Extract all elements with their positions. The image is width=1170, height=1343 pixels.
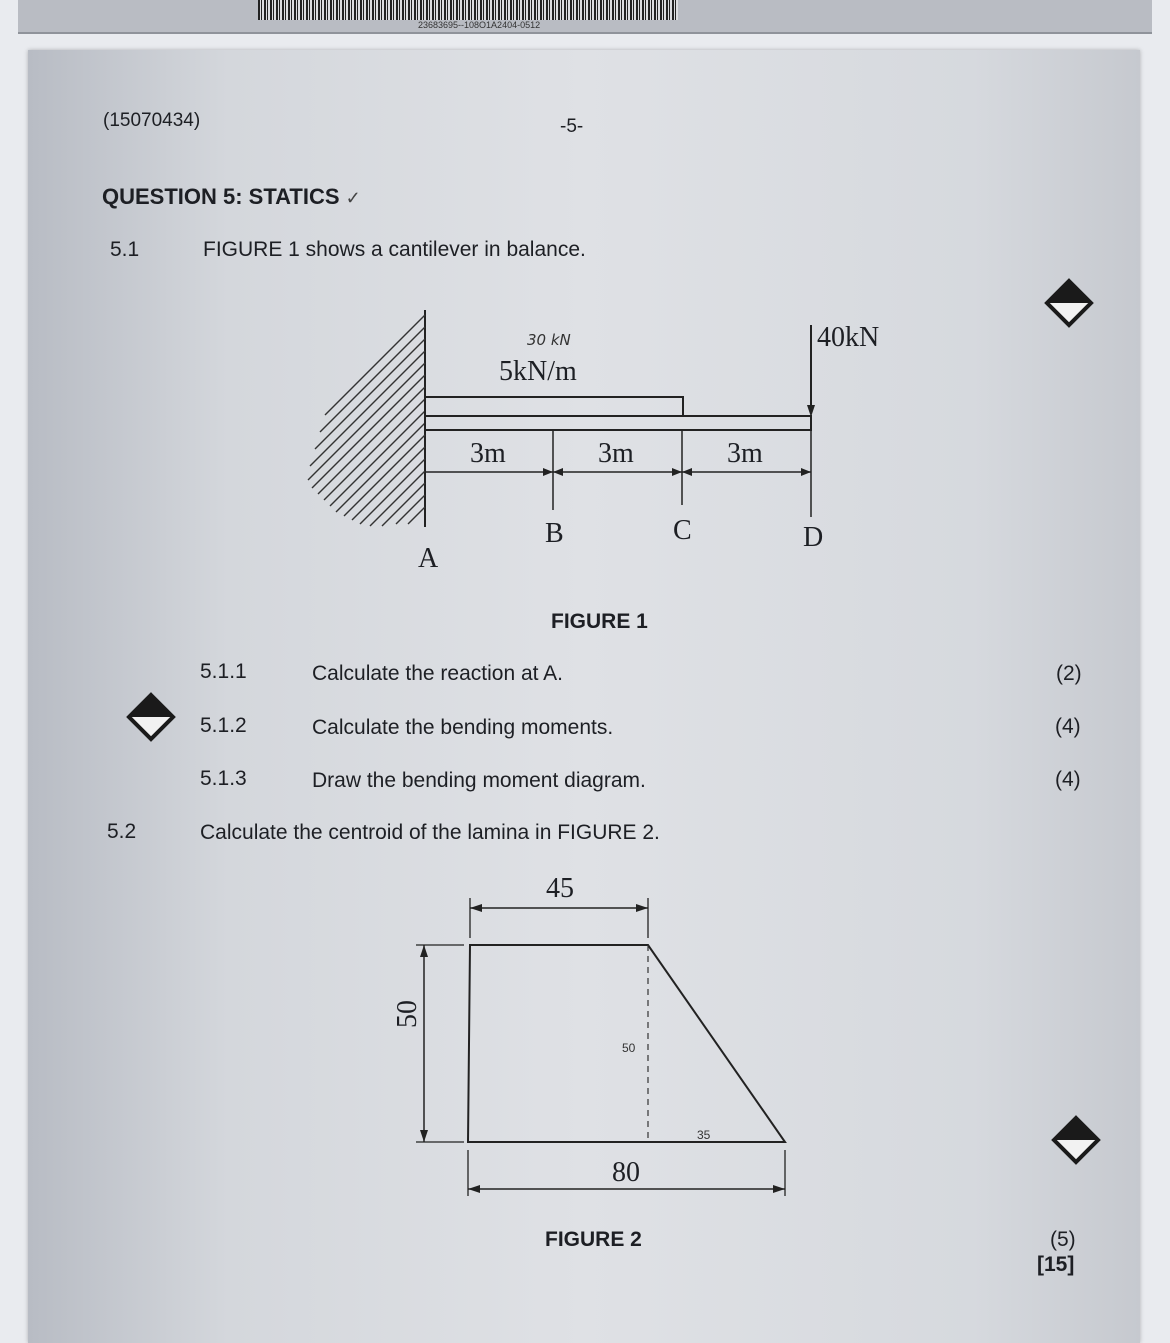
q513-text: Draw the bending moment diagram. — [312, 769, 646, 792]
handwritten-base-note: 35 — [697, 1128, 711, 1142]
figure1-caption: FIGURE 1 — [551, 610, 648, 633]
q511-text: Calculate the reaction at A. — [312, 662, 563, 685]
page-number: -5- — [560, 116, 584, 137]
handwritten-load-note: 30 kN — [527, 331, 571, 349]
point-load-label: 40kN — [817, 322, 880, 353]
side-dimension-label: 50 — [392, 1000, 423, 1028]
barcode-number: 23683695--108O1A2404-0512 — [418, 20, 541, 30]
q52-text: Calculate the centroid of the lamina in FIGURE 2. — [200, 821, 660, 844]
span-ab-label: 3m — [470, 438, 506, 469]
q52-marks: (5) — [1050, 1228, 1076, 1251]
question-heading-text: QUESTION 5: STATICS — [102, 184, 340, 209]
check-mark: ✓ — [345, 188, 361, 208]
point-c-label: C — [673, 515, 692, 546]
figure2-caption: FIGURE 2 — [545, 1228, 642, 1251]
q512-number: 5.1.2 — [200, 714, 247, 737]
q52-number: 5.2 — [107, 820, 137, 843]
q512-marks: (4) — [1055, 715, 1081, 738]
q513-number: 5.1.3 — [200, 767, 247, 790]
q51-number: 5.1 — [110, 238, 140, 261]
span-bc-label: 3m — [598, 438, 634, 469]
diamond-marker-icon — [1044, 278, 1094, 328]
span-cd-label: 3m — [727, 438, 763, 469]
point-d-label: D — [803, 522, 824, 553]
diamond-marker-icon — [126, 692, 176, 742]
diamond-marker-icon — [1051, 1115, 1101, 1165]
point-a-label: A — [418, 543, 439, 574]
question-heading — [102, 184, 361, 210]
udl-label: 5kN/m — [499, 356, 577, 387]
q513-marks: (4) — [1055, 768, 1081, 791]
barcode — [258, 0, 678, 20]
q51-text: FIGURE 1 shows a cantilever in balance. — [203, 238, 586, 261]
q511-marks: (2) — [1056, 662, 1082, 685]
handwritten-height-note: 50 — [622, 1041, 636, 1055]
scanner-top-strip — [18, 0, 1152, 34]
q512-text: Calculate the bending moments. — [312, 716, 614, 739]
question-total-marks: [15] — [1037, 1253, 1075, 1276]
figure2-lamina-diagram — [400, 870, 820, 1210]
point-b-label: B — [545, 518, 564, 549]
q511-number: 5.1.1 — [200, 660, 247, 683]
bottom-dimension-label: 80 — [612, 1157, 640, 1188]
paper-code: (15070434) — [103, 110, 201, 131]
top-dimension-label: 45 — [546, 873, 574, 904]
